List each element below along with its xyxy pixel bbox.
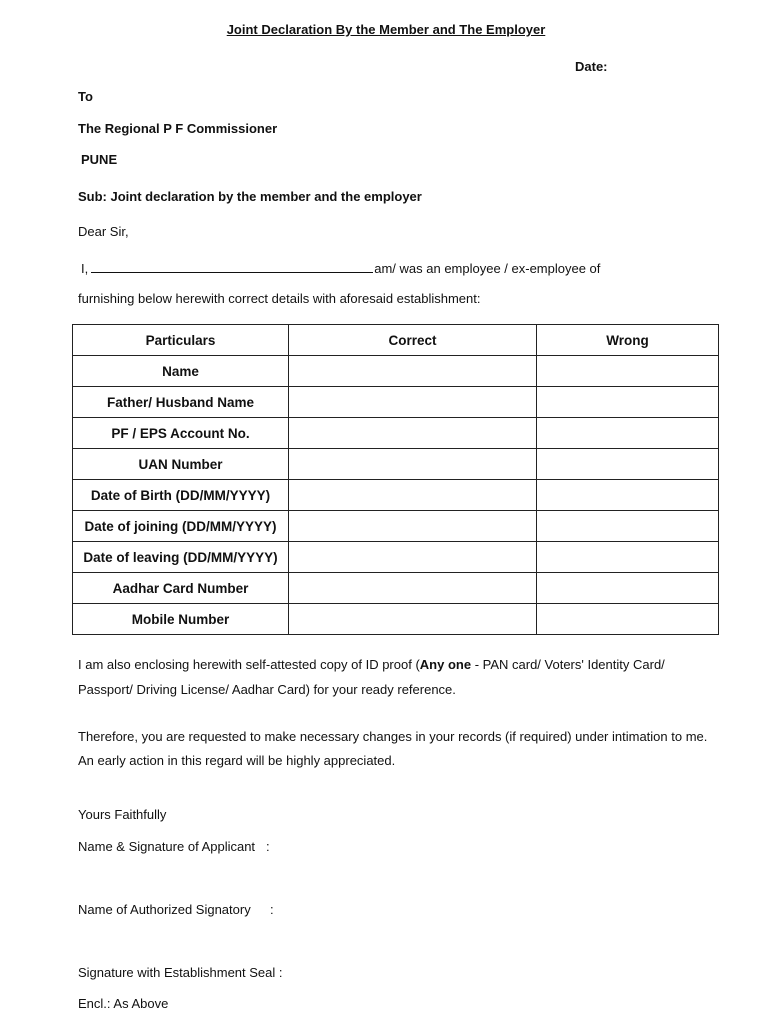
- date-label: Date:: [575, 59, 608, 74]
- correct-cell[interactable]: [289, 604, 537, 635]
- addressee: The Regional P F Commissioner: [78, 121, 278, 136]
- table-row: [73, 356, 719, 387]
- particular-label: Date of Birth (DD/MM/YYYY): [73, 480, 289, 511]
- declaration-line-2: furnishing below herewith correct details with aforesaid establishment:: [78, 291, 481, 306]
- request-line-1: Therefore, you are requested to make necessary changes in your records (if required) under intimation to me.: [78, 729, 708, 744]
- wrong-cell[interactable]: [537, 356, 719, 387]
- table-row: [73, 542, 719, 573]
- particulars-table: [72, 324, 719, 635]
- table-row: [73, 387, 719, 418]
- enclosure-line-1: [78, 657, 665, 672]
- table-row: [73, 449, 719, 480]
- enclosure-any-one: Any one: [419, 657, 472, 672]
- applicant-label: Name & Signature of Applicant: [78, 839, 256, 854]
- correct-cell[interactable]: [289, 542, 537, 573]
- table-row: [73, 511, 719, 542]
- correct-cell[interactable]: [289, 418, 537, 449]
- table-header-row: [73, 325, 719, 356]
- wrong-cell[interactable]: [537, 387, 719, 418]
- wrong-cell[interactable]: [537, 480, 719, 511]
- wrong-cell[interactable]: [537, 604, 719, 635]
- table-row: [73, 480, 719, 511]
- city: PUNE: [81, 152, 118, 167]
- correct-cell[interactable]: [289, 387, 537, 418]
- table-row: [73, 418, 719, 449]
- wrong-cell[interactable]: [537, 573, 719, 604]
- table-row: [73, 573, 719, 604]
- signatory-label: Name of Authorized Signatory: [78, 902, 251, 917]
- enclosure-text-a: I am also enclosing herewith self-attested copy of ID proof (: [78, 657, 420, 672]
- enclosure-line-2: Passport/ Driving License/ Aadhar Card) for your ready reference.: [78, 682, 456, 697]
- wrong-cell[interactable]: [537, 418, 719, 449]
- enclosure-text-b: - PAN card/ Voters' Identity Card/: [471, 657, 665, 672]
- salutation: Dear Sir,: [78, 224, 129, 239]
- particular-label: UAN Number: [73, 449, 289, 480]
- declaration-prefix: I,: [81, 261, 89, 276]
- table-row: [73, 604, 719, 635]
- wrong-cell[interactable]: [537, 542, 719, 573]
- to-label: To: [78, 89, 93, 104]
- enclosure-note: Encl.: As Above: [78, 996, 169, 1011]
- yours-faithfully: Yours Faithfully: [78, 807, 167, 822]
- particular-label: Date of leaving (DD/MM/YYYY): [73, 542, 289, 573]
- particular-label: PF / EPS Account No.: [73, 418, 289, 449]
- applicant-colon: :: [266, 839, 270, 854]
- signatory-colon: :: [270, 902, 274, 917]
- subject-line: Sub: Joint declaration by the member and the employer: [78, 189, 422, 204]
- header-correct: Correct: [289, 325, 537, 356]
- correct-cell[interactable]: [289, 573, 537, 604]
- correct-cell[interactable]: [289, 480, 537, 511]
- wrong-cell[interactable]: [537, 449, 719, 480]
- particular-label: Aadhar Card Number: [73, 573, 289, 604]
- name-blank-line[interactable]: [91, 260, 373, 273]
- correct-cell[interactable]: [289, 449, 537, 480]
- declaration-line: [81, 260, 600, 276]
- declaration-suffix: am/ was an employee / ex-employee of: [374, 261, 601, 276]
- particular-label: Date of joining (DD/MM/YYYY): [73, 511, 289, 542]
- document-title: Joint Declaration By the Member and The Employer: [226, 22, 546, 37]
- seal-label: Signature with Establishment Seal :: [78, 965, 283, 980]
- header-wrong: Wrong: [537, 325, 719, 356]
- request-line-2: An early action in this regard will be highly appreciated.: [78, 753, 396, 768]
- header-particulars: Particulars: [73, 325, 289, 356]
- particular-label: Father/ Husband Name: [73, 387, 289, 418]
- correct-cell[interactable]: [289, 511, 537, 542]
- particular-label: Mobile Number: [73, 604, 289, 635]
- wrong-cell[interactable]: [537, 511, 719, 542]
- correct-cell[interactable]: [289, 356, 537, 387]
- particular-label: Name: [73, 356, 289, 387]
